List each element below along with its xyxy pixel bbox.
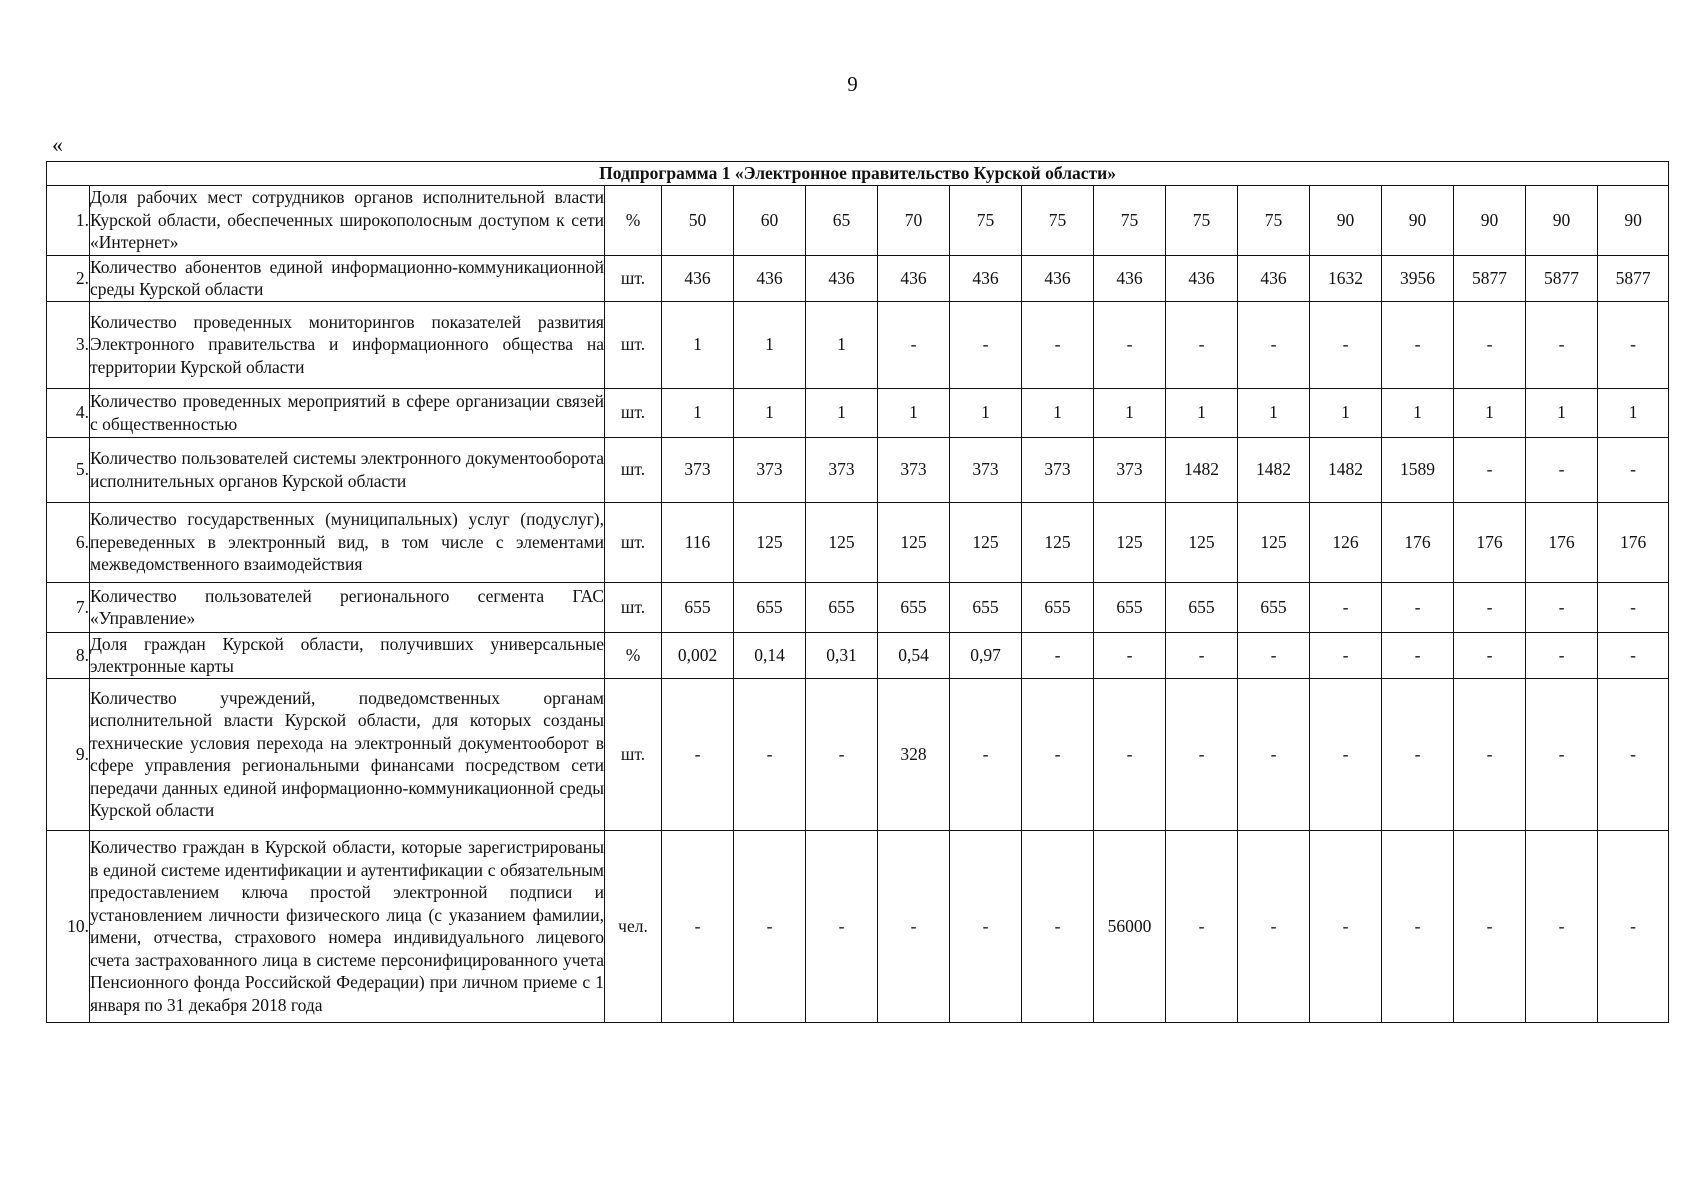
value-cell: - [1022,632,1094,678]
value-cell: 125 [1022,502,1094,582]
row-number: 8. [47,632,90,678]
value-cell: 1 [734,388,806,437]
value-cell: - [1310,301,1382,388]
value-cell: 1 [806,301,878,388]
unit-cell: шт. [605,388,662,437]
indicator-name: Количество граждан в Курской области, которые зарегистрированы в единой системе идентификации и аутентификации с обязательным предоставлением ключа простой электронной подписи и установлением личности физического лица (с указанием фамилии, имени, отчества, страхового номера индивидуального лицевого счета застрахованного лица в системе персонифицированного учета Пенсионного фонда Российской Федерации) при личном приеме с 1 января по 31 декабря 2018 года [90,830,605,1022]
value-cell: - [1598,830,1669,1022]
unit-cell: % [605,632,662,678]
value-cell: 1 [1166,388,1238,437]
value-cell: 436 [878,255,950,301]
value-cell: 1632 [1310,255,1382,301]
value-cell: 655 [950,582,1022,632]
value-cell: 125 [734,502,806,582]
value-cell: - [1238,830,1310,1022]
value-cell: - [662,830,734,1022]
subprogram-title: Подпрограмма 1 «Электронное правительство Курской области» [47,162,1669,186]
value-cell: - [950,301,1022,388]
table-row [47,388,1669,437]
value-cell: - [1310,678,1382,830]
value-cell: - [1454,437,1526,502]
value-cell: 0,002 [662,632,734,678]
value-cell: 1 [1238,388,1310,437]
value-cell: 1 [1598,388,1669,437]
indicator-name: Количество пользователей регионального сегмента ГАС «Управление» [90,582,605,632]
value-cell: 1482 [1310,437,1382,502]
value-cell: - [1022,301,1094,388]
opening-quote-mark: « [52,132,63,157]
value-cell: - [1526,437,1598,502]
value-cell: - [1526,301,1598,388]
value-cell: - [734,678,806,830]
value-cell: 75 [950,185,1022,255]
value-cell: - [878,830,950,1022]
value-cell: - [878,301,950,388]
value-cell: - [1310,582,1382,632]
subprogram-header-row [47,162,1669,186]
table-row [47,830,1669,1022]
row-number: 2. [47,255,90,301]
unit-cell: шт. [605,502,662,582]
value-cell: - [1526,830,1598,1022]
value-cell: 75 [1094,185,1166,255]
table-row [47,437,1669,502]
value-cell: 125 [1238,502,1310,582]
table-row [47,185,1669,255]
value-cell: - [1022,678,1094,830]
table-row [47,632,1669,678]
value-cell: 65 [806,185,878,255]
value-cell: 1 [1310,388,1382,437]
value-cell: - [1166,301,1238,388]
value-cell: 176 [1454,502,1526,582]
value-cell: 436 [950,255,1022,301]
value-cell: 436 [1094,255,1166,301]
value-cell: - [1382,830,1454,1022]
value-cell: 126 [1310,502,1382,582]
value-cell: 0,54 [878,632,950,678]
value-cell: 1482 [1238,437,1310,502]
value-cell: - [1526,678,1598,830]
value-cell: - [1310,632,1382,678]
value-cell: 1 [806,388,878,437]
value-cell: 176 [1598,502,1669,582]
value-cell: 0,14 [734,632,806,678]
value-cell: 1 [662,388,734,437]
row-number: 3. [47,301,90,388]
value-cell: 90 [1382,185,1454,255]
value-cell: - [1382,582,1454,632]
value-cell: 328 [878,678,950,830]
value-cell: - [1094,301,1166,388]
value-cell: - [662,678,734,830]
value-cell: - [1526,632,1598,678]
value-cell: 3956 [1382,255,1454,301]
value-cell: 5877 [1598,255,1669,301]
value-cell: - [1382,678,1454,830]
indicator-name: Количество пользователей системы электронного документооборота исполнительных органов Курской области [90,437,605,502]
value-cell: 373 [806,437,878,502]
value-cell: - [1598,582,1669,632]
value-cell: 655 [734,582,806,632]
value-cell: 90 [1526,185,1598,255]
value-cell: 1482 [1166,437,1238,502]
value-cell: - [806,830,878,1022]
indicator-name: Доля рабочих мест сотрудников органов исполнительной власти Курской области, обеспеченных широкополосным доступом к сети «Интернет» [90,185,605,255]
value-cell: 436 [1238,255,1310,301]
value-cell: - [1598,437,1669,502]
value-cell: - [1454,301,1526,388]
value-cell: 655 [1238,582,1310,632]
indicators-table [46,161,1669,1023]
row-number: 10. [47,830,90,1022]
value-cell: - [1094,678,1166,830]
table-row [47,582,1669,632]
row-number: 5. [47,437,90,502]
value-cell: - [1022,830,1094,1022]
value-cell: 90 [1598,185,1669,255]
value-cell: - [950,830,1022,1022]
value-cell: 373 [950,437,1022,502]
unit-cell: шт. [605,301,662,388]
value-cell: 125 [878,502,950,582]
value-cell: 1 [1382,388,1454,437]
value-cell: - [1598,632,1669,678]
value-cell: 655 [878,582,950,632]
unit-cell: шт. [605,437,662,502]
unit-cell: шт. [605,255,662,301]
value-cell: 1 [1454,388,1526,437]
value-cell: - [1166,632,1238,678]
value-cell: 373 [1022,437,1094,502]
table-row [47,301,1669,388]
value-cell: 70 [878,185,950,255]
table-row [47,502,1669,582]
indicator-name: Количество абонентов единой информационно-коммуникационной среды Курской области [90,256,604,299]
value-cell: 125 [1166,502,1238,582]
value-cell: 436 [1166,255,1238,301]
value-cell: - [1382,632,1454,678]
value-cell: 1 [950,388,1022,437]
unit-cell: % [605,185,662,255]
table-row [47,678,1669,830]
table-row [47,255,1669,301]
value-cell: 1 [1526,388,1598,437]
value-cell: - [1166,678,1238,830]
unit-cell: шт. [605,582,662,632]
value-cell: 5877 [1454,255,1526,301]
indicator-name: Количество государственных (муниципальных) услуг (подуслуг), переведенных в электронный вид, в том числе с элементами межведомственного взаимодействия [90,502,605,582]
indicator-name: Количество проведенных мероприятий в сфере организации связей с общественностью [90,388,605,437]
value-cell: - [1454,830,1526,1022]
value-cell: 75 [1166,185,1238,255]
value-cell: 1 [1094,388,1166,437]
value-cell: 1 [662,301,734,388]
value-cell: - [806,678,878,830]
value-cell: 125 [1094,502,1166,582]
value-cell: 1 [1022,388,1094,437]
value-cell: 655 [1022,582,1094,632]
value-cell: - [1454,678,1526,830]
value-cell: - [1094,632,1166,678]
value-cell: 116 [662,502,734,582]
value-cell: 125 [950,502,1022,582]
indicator-name: Количество проведенных мониторингов показателей развития Электронного правительства и информационного общества на территории Курской области [90,301,605,388]
unit-cell: шт. [605,678,662,830]
value-cell: - [1310,830,1382,1022]
page-number: 9 [847,72,858,96]
value-cell: 436 [806,255,878,301]
value-cell: 436 [734,255,806,301]
value-cell: - [950,678,1022,830]
value-cell: 75 [1238,185,1310,255]
value-cell: 373 [1094,437,1166,502]
value-cell: 50 [662,185,734,255]
value-cell: - [1454,582,1526,632]
value-cell: 655 [1094,582,1166,632]
value-cell: 373 [662,437,734,502]
row-number: 7. [47,582,90,632]
value-cell: 56000 [1094,830,1166,1022]
value-cell: - [1166,830,1238,1022]
value-cell: 60 [734,185,806,255]
value-cell: - [1238,301,1310,388]
value-cell: - [1598,301,1669,388]
value-cell: 655 [662,582,734,632]
value-cell: 1589 [1382,437,1454,502]
unit-cell: чел. [605,830,662,1022]
value-cell: 436 [1022,255,1094,301]
value-cell: 125 [806,502,878,582]
value-cell: 655 [1166,582,1238,632]
indicator-name: Количество учреждений, подведомственных органам исполнительной власти Курской области, для которых созданы технические условия перехода на электронный документооборот в сфере управления региональными финансами посредством сети передачи данных единой информационно-коммуникационной среды Курской области [90,678,605,830]
indicator-name: Доля граждан Курской области, получивших универсальные электронные карты [90,633,604,676]
value-cell: - [1598,678,1669,830]
value-cell: - [1238,632,1310,678]
value-cell: 176 [1382,502,1454,582]
value-cell: - [1238,678,1310,830]
value-cell: 0,31 [806,632,878,678]
value-cell: 176 [1526,502,1598,582]
value-cell: 90 [1310,185,1382,255]
value-cell: - [1454,632,1526,678]
value-cell: 436 [662,255,734,301]
value-cell: 75 [1022,185,1094,255]
value-cell: 1 [734,301,806,388]
value-cell: 373 [878,437,950,502]
row-number: 6. [47,502,90,582]
value-cell: - [734,830,806,1022]
value-cell: 1 [878,388,950,437]
value-cell: 90 [1454,185,1526,255]
value-cell: 0,97 [950,632,1022,678]
value-cell: - [1382,301,1454,388]
value-cell: 373 [734,437,806,502]
row-number: 1. [47,185,90,255]
value-cell: 655 [806,582,878,632]
value-cell: 5877 [1526,255,1598,301]
value-cell: - [1526,582,1598,632]
row-number: 4. [47,388,90,437]
row-number: 9. [47,678,90,830]
